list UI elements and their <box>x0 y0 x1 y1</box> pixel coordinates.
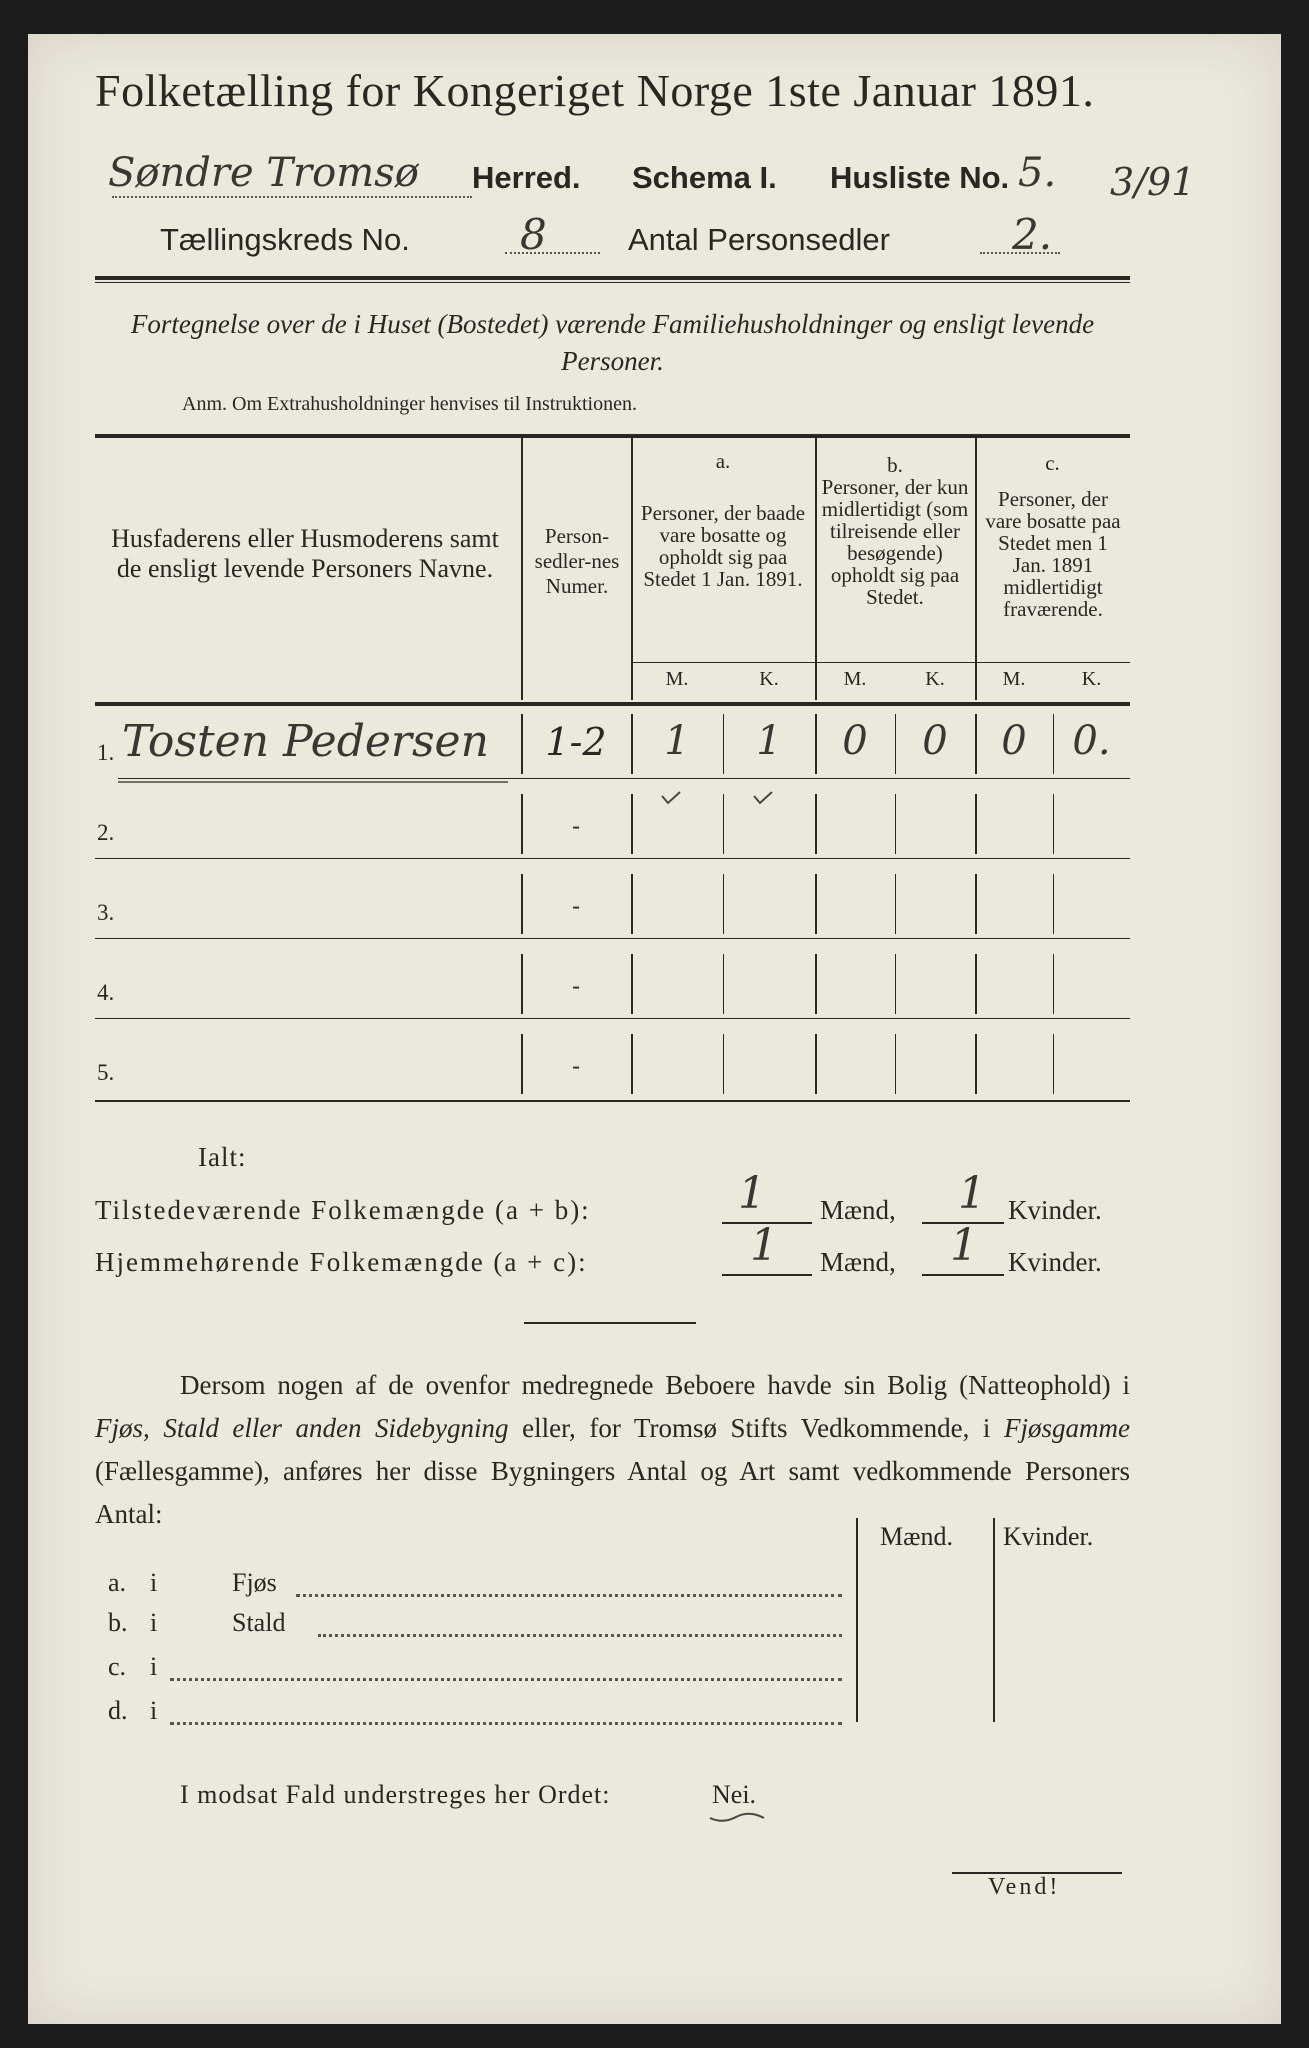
hjemme-maend-label: Mænd, <box>820 1247 896 1277</box>
row-divider <box>631 794 633 854</box>
row-divider <box>521 954 523 1014</box>
row-number: 4. <box>97 980 115 1005</box>
row-numer: - <box>571 1052 581 1080</box>
anm-note: Anm. Om Extrahusholdninger henvises til Instruktionen. <box>182 393 637 415</box>
row-divider <box>521 1034 523 1094</box>
hjemme-label: Hjemmehørende Folkemængde (a + c): <box>95 1247 588 1277</box>
row-divider <box>975 794 977 854</box>
row-divider <box>631 874 633 934</box>
para-italic-2: Fjøsgamme <box>1004 1413 1131 1443</box>
row-divider <box>723 1034 724 1094</box>
outbuildings-paragraph <box>95 1364 1130 1536</box>
col-c-m: M. <box>1002 668 1026 690</box>
row-divider <box>895 794 896 854</box>
row-divider <box>1053 874 1054 934</box>
row-divider <box>723 714 724 774</box>
row-divider <box>1053 954 1054 1014</box>
nei-word: Nei. <box>712 1780 757 1809</box>
row-numer: 1-2 <box>545 720 607 764</box>
total-underline <box>722 1274 812 1276</box>
row-divider <box>723 794 724 854</box>
antal-value: 2. <box>1012 210 1053 259</box>
outbuilding-letter: a. <box>108 1568 127 1597</box>
row-number: 3. <box>97 900 115 925</box>
outbuilding-i: i <box>150 1608 158 1637</box>
mk-rule <box>631 662 1130 663</box>
outbuilding-dotted-line <box>296 1594 842 1597</box>
antal-label: Antal Personsedler <box>628 222 890 257</box>
table-divider <box>815 438 817 700</box>
table-divider <box>631 438 633 700</box>
cell-a-k: 1 <box>756 718 782 764</box>
row-divider <box>975 954 977 1014</box>
row-divider <box>1053 714 1054 774</box>
row-divider <box>975 714 977 774</box>
row-divider <box>815 1034 817 1094</box>
tilstede-kvinder-value: 1 <box>958 1168 986 1219</box>
row-numer: - <box>571 972 581 1000</box>
row-divider <box>815 714 817 774</box>
row-divider <box>631 714 633 774</box>
tilstede-label: Tilstedeværende Folkemængde (a + b): <box>95 1195 591 1225</box>
hjemme-kvinder-value: 1 <box>950 1220 978 1271</box>
row-numer: - <box>571 892 581 920</box>
row-divider <box>723 874 724 934</box>
cell-b-k: 0 <box>922 718 948 764</box>
row-divider <box>631 954 633 1014</box>
row-divider <box>521 714 523 774</box>
row-divider <box>815 874 817 934</box>
outbuildings-col-maend: Mænd. <box>880 1522 953 1551</box>
cell-c-k: 0. <box>1072 718 1111 764</box>
outbuilding-i: i <box>150 1568 158 1597</box>
col-c-text: Personer, der vare bosatte paa Stedet men 1 Jan. 1891 midlertidigt fraværende. <box>985 487 1121 621</box>
row-divider <box>723 954 724 1014</box>
outbuilding-letter: b. <box>108 1608 128 1637</box>
herred-dotted-line <box>112 196 472 198</box>
col-b-text: Personer, der kun midlertidigt (som tilreisende eller besøgende) opholdt sig paa Stedet. <box>821 475 969 609</box>
tilstede-maend-label: Mænd, <box>820 1195 896 1225</box>
row-divider <box>975 874 977 934</box>
row-rule <box>95 1018 1130 1019</box>
row-divider <box>895 714 896 774</box>
tilstede-maend-value: 1 <box>738 1168 766 1219</box>
outbuilding-letter: c. <box>108 1652 127 1681</box>
herred-handwritten: Søndre Tromsø <box>108 150 419 196</box>
row-divider <box>521 794 523 854</box>
hjemme-kvinder-label: Kvinder. <box>1008 1247 1102 1277</box>
col-header-numer: Person-sedler-nes Numer. <box>534 524 620 598</box>
row-rule <box>95 938 1130 939</box>
row-divider <box>521 874 523 934</box>
form-title: Folketælling for Kongeriget Norge 1ste Januar 1891. <box>95 65 1095 116</box>
antal-dotted-line <box>980 252 1060 254</box>
outbuilding-label: Fjøs <box>232 1568 277 1597</box>
section-divider <box>524 1322 696 1324</box>
taellingskreds-dotted-line <box>505 252 600 254</box>
col-header-names: Husfaderens eller Husmoderens samt de ensligt levende Personers Navne. <box>111 524 499 583</box>
para-italic-1: Fjøs, Stald eller anden Sidebygning <box>95 1413 509 1443</box>
para-text-3: (Fællesgamme), anføres her disse Bygningers Antal og Art samt vedkommende Personers Antal: <box>95 1456 1130 1529</box>
row-name: Tosten Pedersen <box>122 716 489 767</box>
nei-underline <box>708 1812 768 1824</box>
cell-b-m: 0 <box>842 718 868 764</box>
taellingskreds-label: Tællingskreds No. <box>160 222 410 257</box>
table-divider <box>975 438 977 700</box>
outbuilding-dotted-line <box>318 1634 842 1637</box>
row-divider <box>895 954 896 1014</box>
taellingskreds-value: 8 <box>520 210 547 259</box>
col-a-text: Personer, der baade vare bosatte og opholdt sig paa Stedet 1 Jan. 1891. <box>640 501 806 591</box>
row-divider <box>631 1034 633 1094</box>
schema-label: Schema I. <box>632 160 777 195</box>
para-text-1: Dersom nogen af de ovenfor medregnede Beboere havde sin Bolig (Natteophold) i <box>180 1370 1130 1400</box>
col-a-letter: a. <box>715 449 731 473</box>
col-a-k: K. <box>759 668 779 690</box>
checkmark-icon <box>660 790 682 806</box>
cell-a-m: 1 <box>664 718 690 764</box>
row-divider <box>1053 794 1054 854</box>
outbuildings-col-kvinder: Kvinder. <box>1003 1522 1094 1551</box>
row-number: 5. <box>97 1060 115 1085</box>
tilstede-kvinder-label: Kvinder. <box>1008 1195 1102 1225</box>
row-divider <box>895 1034 896 1094</box>
header-rule-thin <box>95 282 1130 283</box>
row-rule <box>95 858 1130 859</box>
col-c-k: K. <box>1081 668 1102 690</box>
col-a-m: M. <box>665 668 689 690</box>
intro-text: Fortegnelse over de i Huset (Bostedet) værende Familiehusholdninger og ensligt levende Personer. <box>130 309 1095 376</box>
row-divider <box>895 874 896 934</box>
nei-instruction: I modsat Fald understreges her Ordet: <box>180 1780 611 1809</box>
outbuilding-dotted-line <box>170 1678 842 1681</box>
ialt-label: Ialt: <box>198 1142 247 1172</box>
herred-label: Herred. <box>472 160 581 195</box>
outbuilding-i: i <box>150 1652 158 1681</box>
total-underline <box>922 1274 1004 1276</box>
table-bottom-rule <box>95 1100 1130 1102</box>
outbuilding-i: i <box>150 1696 158 1725</box>
table-header-bottom-rule <box>95 702 1130 706</box>
outbuildings-divider <box>993 1518 995 1722</box>
outbuilding-dotted-line <box>170 1722 842 1725</box>
row-divider <box>815 794 817 854</box>
row-number: 2. <box>97 820 115 845</box>
table-divider <box>521 438 523 700</box>
outbuildings-divider <box>856 1518 858 1722</box>
row-numer: - <box>571 812 581 840</box>
name-underline <box>118 776 518 790</box>
row-divider <box>815 954 817 1014</box>
row-divider <box>975 1034 977 1094</box>
outbuilding-label: Stald <box>232 1608 286 1637</box>
checkmark-icon <box>752 790 774 806</box>
para-text-2: eller, for Tromsø Stifts Vedkommende, i <box>508 1413 1005 1443</box>
header-rule <box>95 276 1130 280</box>
outbuilding-letter: d. <box>108 1696 128 1725</box>
col-b-m: M. <box>843 668 867 690</box>
husliste-value: 5. <box>1018 150 1057 196</box>
husliste-annotation: 3/91 <box>1110 160 1196 204</box>
col-b-k: K. <box>925 668 945 690</box>
vend-label: Vend! <box>988 1874 1061 1900</box>
row-number: 1. <box>97 740 115 765</box>
col-b-letter: b. <box>887 453 903 477</box>
cell-c-m: 0 <box>1001 718 1027 764</box>
husliste-label: Husliste No. <box>830 160 1010 195</box>
hjemme-maend-value: 1 <box>750 1220 778 1271</box>
row-divider <box>1053 1034 1054 1094</box>
col-c-letter: c. <box>1045 451 1060 475</box>
